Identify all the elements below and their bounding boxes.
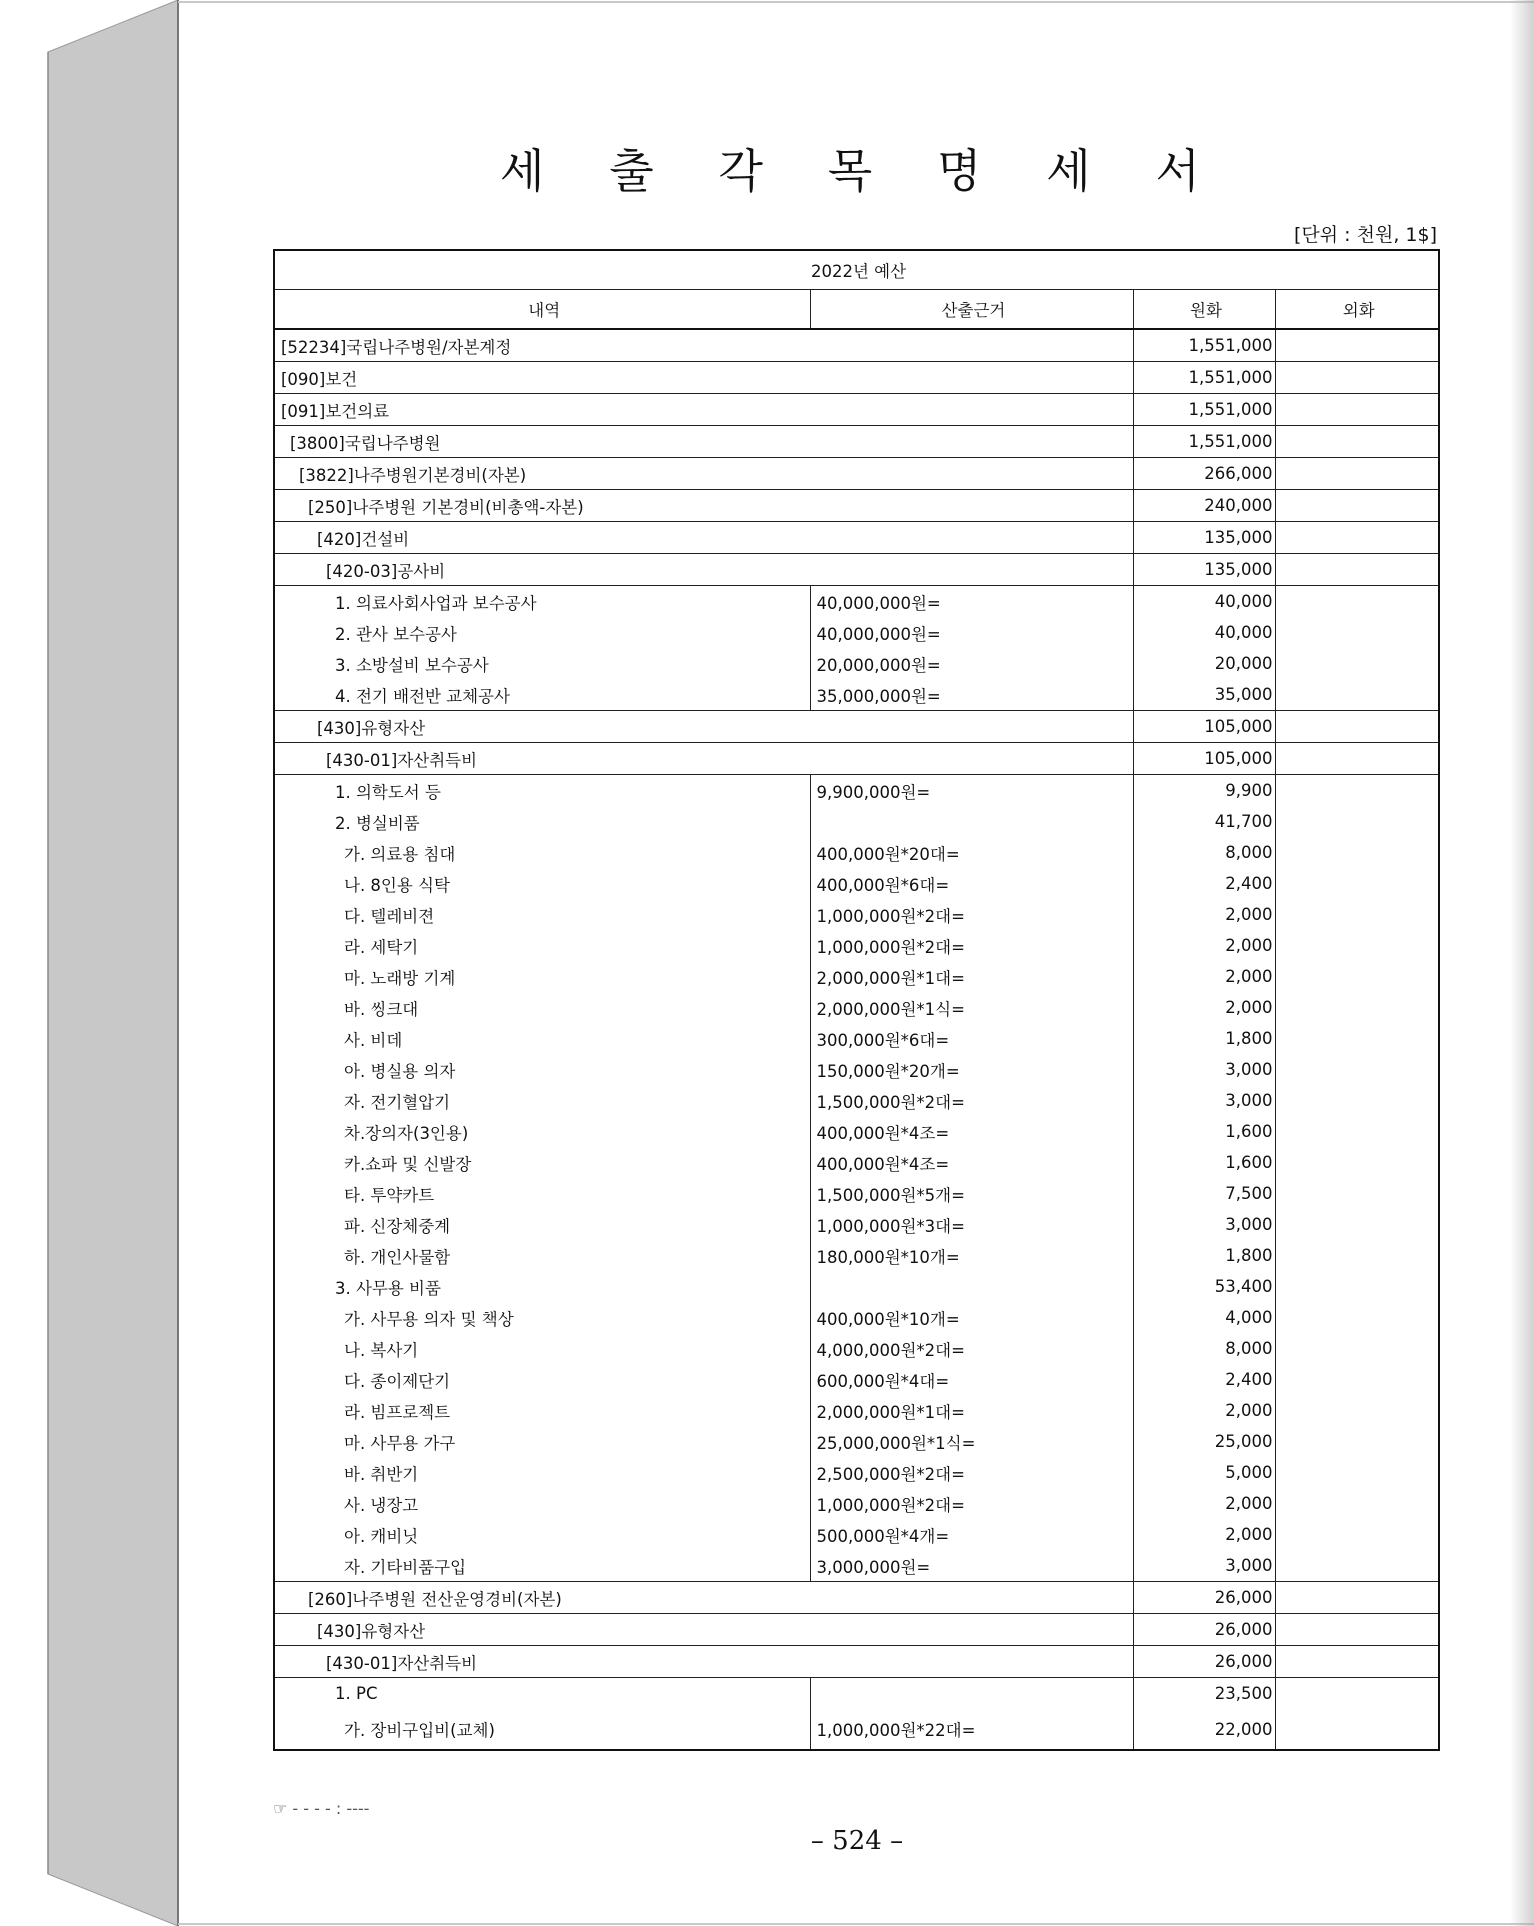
table-row (274, 868, 1439, 899)
row-krw-amount: 8,000 (1133, 837, 1275, 868)
row-item-label: [260]나주병원 전산운영경비(자본) (274, 1582, 1133, 1614)
row-basis: 180,000원*10개= (810, 1240, 1133, 1271)
budget-table (273, 249, 1440, 1751)
row-krw-amount: 105,000 (1133, 711, 1275, 743)
row-foreign-amount (1275, 617, 1439, 648)
table-row (274, 1178, 1439, 1209)
row-foreign-amount (1275, 1023, 1439, 1054)
row-basis: 400,000원*6대= (810, 868, 1133, 899)
row-foreign-amount (1275, 1550, 1439, 1582)
row-krw-amount: 35,000 (1133, 679, 1275, 711)
table-row (274, 679, 1439, 711)
table-row (274, 426, 1439, 458)
table-row (274, 1614, 1439, 1646)
row-item-label: 2. 관사 보수공사 (274, 617, 810, 648)
table-row (274, 1646, 1439, 1678)
table-row (274, 458, 1439, 490)
row-foreign-amount (1275, 458, 1439, 490)
row-item-label: 가. 의료용 침대 (274, 837, 810, 868)
row-basis: 400,000원*20대= (810, 837, 1133, 868)
row-foreign-amount (1275, 992, 1439, 1023)
table-row (274, 1302, 1439, 1333)
row-foreign-amount (1275, 961, 1439, 992)
row-item-label: [3822]나주병원기본경비(자본) (274, 458, 1133, 490)
row-basis: 3,000,000원= (810, 1550, 1133, 1582)
row-foreign-amount (1275, 1116, 1439, 1147)
row-basis: 300,000원*6대= (810, 1023, 1133, 1054)
table-row (274, 490, 1439, 522)
row-item-label: 가. 장비구입비(교체) (274, 1709, 810, 1750)
row-foreign-amount (1275, 490, 1439, 522)
row-krw-amount: 40,000 (1133, 617, 1275, 648)
row-foreign-amount (1275, 806, 1439, 837)
column-header-foreign: 외화 (1275, 290, 1439, 330)
row-foreign-amount (1275, 1646, 1439, 1678)
footnote: ☞ - - - - : ---- (273, 1799, 370, 1818)
title-char: 명 (937, 144, 982, 198)
title-char: 출 (609, 144, 654, 198)
table-body (274, 329, 1439, 1750)
row-basis: 25,000,000원*1식= (810, 1426, 1133, 1457)
table-row (274, 394, 1439, 426)
table-row (274, 522, 1439, 554)
row-foreign-amount (1275, 930, 1439, 961)
row-krw-amount: 1,551,000 (1133, 426, 1275, 458)
row-foreign-amount (1275, 329, 1439, 362)
title-char: 세 (1046, 144, 1091, 198)
table-row (274, 930, 1439, 961)
row-item-label: 아. 캐비닛 (274, 1519, 810, 1550)
row-basis (810, 1678, 1133, 1710)
column-header-item: 내역 (274, 290, 810, 330)
row-item-label: [420-03]공사비 (274, 554, 1133, 586)
row-item-label: 라. 세탁기 (274, 930, 810, 961)
row-krw-amount: 2,000 (1133, 961, 1275, 992)
row-foreign-amount (1275, 426, 1439, 458)
row-item-label: 바. 취반기 (274, 1457, 810, 1488)
row-krw-amount: 2,000 (1133, 899, 1275, 930)
table-row (274, 992, 1439, 1023)
column-header-basis: 산출근거 (810, 290, 1133, 330)
row-item-label: [430-01]자산취득비 (274, 1646, 1133, 1678)
row-krw-amount: 135,000 (1133, 522, 1275, 554)
table-row (274, 1488, 1439, 1519)
row-foreign-amount (1275, 679, 1439, 711)
row-krw-amount: 26,000 (1133, 1646, 1275, 1678)
row-basis: 500,000원*4개= (810, 1519, 1133, 1550)
row-foreign-amount (1275, 362, 1439, 394)
table-row (274, 1550, 1439, 1582)
table-row (274, 1333, 1439, 1364)
row-item-label: 나. 8인용 식탁 (274, 868, 810, 899)
table-row (274, 1023, 1439, 1054)
row-foreign-amount (1275, 1678, 1439, 1710)
row-krw-amount: 5,000 (1133, 1457, 1275, 1488)
row-basis: 4,000,000원*2대= (810, 1333, 1133, 1364)
row-basis: 9,900,000원= (810, 775, 1133, 807)
row-basis: 2,000,000원*1식= (810, 992, 1133, 1023)
row-item-label: 하. 개인사물함 (274, 1240, 810, 1271)
budget-table-wrapper (273, 249, 1438, 1751)
row-krw-amount: 2,000 (1133, 992, 1275, 1023)
row-foreign-amount (1275, 522, 1439, 554)
row-krw-amount: 8,000 (1133, 1333, 1275, 1364)
table-row (274, 1582, 1439, 1614)
row-foreign-amount (1275, 1614, 1439, 1646)
row-basis: 20,000,000원= (810, 648, 1133, 679)
row-foreign-amount (1275, 868, 1439, 899)
row-basis: 2,000,000원*1대= (810, 961, 1133, 992)
row-item-label: [091]보건의료 (274, 394, 1133, 426)
table-row (274, 1364, 1439, 1395)
row-basis: 40,000,000원= (810, 617, 1133, 648)
table-row (274, 362, 1439, 394)
table-row (274, 1426, 1439, 1457)
table-row (274, 961, 1439, 992)
row-krw-amount: 3,000 (1133, 1550, 1275, 1582)
row-krw-amount: 7,500 (1133, 1178, 1275, 1209)
row-foreign-amount (1275, 837, 1439, 868)
row-basis (810, 1271, 1133, 1302)
table-row (274, 775, 1439, 807)
row-krw-amount: 53,400 (1133, 1271, 1275, 1302)
row-item-label: 아. 병실용 의자 (274, 1054, 810, 1085)
row-item-label: 바. 씽크대 (274, 992, 810, 1023)
row-foreign-amount (1275, 1364, 1439, 1395)
table-row (274, 648, 1439, 679)
row-item-label: [420]건설비 (274, 522, 1133, 554)
row-item-label: 다. 종이제단기 (274, 1364, 810, 1395)
row-foreign-amount (1275, 1147, 1439, 1178)
row-foreign-amount (1275, 554, 1439, 586)
row-krw-amount: 266,000 (1133, 458, 1275, 490)
row-basis: 35,000,000원= (810, 679, 1133, 711)
row-foreign-amount (1275, 1582, 1439, 1614)
row-item-label: 자. 기타비품구입 (274, 1550, 810, 1582)
row-krw-amount: 26,000 (1133, 1582, 1275, 1614)
row-krw-amount: 26,000 (1133, 1614, 1275, 1646)
row-foreign-amount (1275, 1178, 1439, 1209)
row-krw-amount: 1,551,000 (1133, 329, 1275, 362)
row-krw-amount: 2,000 (1133, 930, 1275, 961)
row-foreign-amount (1275, 1302, 1439, 1333)
table-row (274, 1240, 1439, 1271)
row-item-label: 가. 사무용 의자 및 책상 (274, 1302, 810, 1333)
row-foreign-amount (1275, 586, 1439, 618)
row-item-label: [090]보건 (274, 362, 1133, 394)
row-krw-amount: 1,800 (1133, 1023, 1275, 1054)
row-foreign-amount (1275, 1426, 1439, 1457)
row-item-label: 자. 전기혈압기 (274, 1085, 810, 1116)
row-item-label: 다. 텔레비젼 (274, 899, 810, 930)
table-row (274, 1054, 1439, 1085)
row-krw-amount: 3,000 (1133, 1054, 1275, 1085)
row-basis: 1,500,000원*5개= (810, 1178, 1133, 1209)
table-row (274, 1271, 1439, 1302)
row-item-label: 2. 병실비품 (274, 806, 810, 837)
row-item-label: 카.쇼파 및 신발장 (274, 1147, 810, 1178)
table-row (274, 837, 1439, 868)
table-row (274, 1457, 1439, 1488)
row-krw-amount: 2,400 (1133, 868, 1275, 899)
table-row (274, 1116, 1439, 1147)
row-item-label: 타. 투약카트 (274, 1178, 810, 1209)
row-basis: 150,000원*20개= (810, 1054, 1133, 1085)
row-item-label: 나. 복사기 (274, 1333, 810, 1364)
title-char: 목 (827, 144, 873, 198)
row-item-label: 사. 냉장고 (274, 1488, 810, 1519)
row-foreign-amount (1275, 1519, 1439, 1550)
row-krw-amount: 1,551,000 (1133, 362, 1275, 394)
row-basis: 400,000원*10개= (810, 1302, 1133, 1333)
row-krw-amount: 4,000 (1133, 1302, 1275, 1333)
row-krw-amount: 40,000 (1133, 586, 1275, 618)
row-foreign-amount (1275, 1333, 1439, 1364)
row-krw-amount: 3,000 (1133, 1085, 1275, 1116)
row-krw-amount: 2,000 (1133, 1488, 1275, 1519)
row-basis: 1,000,000원*3대= (810, 1209, 1133, 1240)
row-item-label: [250]나주병원 기본경비(비총액-자본) (274, 490, 1133, 522)
row-krw-amount: 135,000 (1133, 554, 1275, 586)
table-row (274, 711, 1439, 743)
row-krw-amount: 41,700 (1133, 806, 1275, 837)
table-row (274, 1395, 1439, 1426)
row-basis: 1,000,000원*22대= (810, 1709, 1133, 1750)
row-krw-amount: 2,000 (1133, 1395, 1275, 1426)
row-krw-amount: 1,600 (1133, 1116, 1275, 1147)
row-krw-amount: 23,500 (1133, 1678, 1275, 1710)
unit-note: [단위 : 천원, 1$] (1294, 224, 1437, 246)
row-foreign-amount (1275, 648, 1439, 679)
row-item-label: 사. 비데 (274, 1023, 810, 1054)
table-row (274, 1209, 1439, 1240)
row-item-label: 1. 의학도서 등 (274, 775, 810, 807)
table-row (274, 617, 1439, 648)
row-item-label: 4. 전기 배전반 교체공사 (274, 679, 810, 711)
page-number: – 524 – (810, 1826, 904, 1856)
table-row (274, 1709, 1439, 1750)
row-foreign-amount (1275, 1395, 1439, 1426)
row-foreign-amount (1275, 775, 1439, 807)
row-krw-amount: 3,000 (1133, 1209, 1275, 1240)
row-basis: 600,000원*4대= (810, 1364, 1133, 1395)
title-char: 세 (500, 144, 545, 198)
row-krw-amount: 2,000 (1133, 1519, 1275, 1550)
row-foreign-amount (1275, 1457, 1439, 1488)
row-krw-amount: 1,800 (1133, 1240, 1275, 1271)
row-foreign-amount (1275, 899, 1439, 930)
row-basis: 40,000,000원= (810, 586, 1133, 618)
row-krw-amount: 240,000 (1133, 490, 1275, 522)
table-row (274, 1085, 1439, 1116)
row-item-label: 3. 사무용 비품 (274, 1271, 810, 1302)
row-item-label: 마. 노래방 기계 (274, 961, 810, 992)
row-item-label: 라. 빔프로젝트 (274, 1395, 810, 1426)
row-krw-amount: 1,551,000 (1133, 394, 1275, 426)
row-basis: 400,000원*4조= (810, 1147, 1133, 1178)
table-row (274, 743, 1439, 775)
row-foreign-amount (1275, 394, 1439, 426)
row-item-label: [3800]국립나주병원 (274, 426, 1133, 458)
row-foreign-amount (1275, 1709, 1439, 1750)
row-item-label: [430]유형자산 (274, 711, 1133, 743)
row-item-label: 마. 사무용 가구 (274, 1426, 810, 1457)
row-item-label: [430]유형자산 (274, 1614, 1133, 1646)
row-krw-amount: 20,000 (1133, 648, 1275, 679)
table-row (274, 1147, 1439, 1178)
row-basis: 1,000,000원*2대= (810, 1488, 1133, 1519)
table-row (274, 806, 1439, 837)
title-char: 서 (1155, 144, 1200, 198)
row-foreign-amount (1275, 1085, 1439, 1116)
row-basis: 1,000,000원*2대= (810, 930, 1133, 961)
title-char: 각 (718, 144, 763, 198)
row-foreign-amount (1275, 1054, 1439, 1085)
row-krw-amount: 2,400 (1133, 1364, 1275, 1395)
table-row (274, 329, 1439, 362)
page-edge-shadow (1510, 0, 1534, 1926)
row-krw-amount: 105,000 (1133, 743, 1275, 775)
row-item-label: 1. PC (274, 1678, 810, 1710)
table-row (274, 899, 1439, 930)
table-row (274, 1519, 1439, 1550)
year-header: 2022년 예산 (274, 250, 1439, 290)
row-basis: 2,000,000원*1대= (810, 1395, 1133, 1426)
column-header-krw: 원화 (1133, 290, 1275, 330)
row-foreign-amount (1275, 711, 1439, 743)
row-foreign-amount (1275, 1271, 1439, 1302)
row-item-label: [430-01]자산취득비 (274, 743, 1133, 775)
row-krw-amount: 22,000 (1133, 1709, 1275, 1750)
row-item-label: 3. 소방설비 보수공사 (274, 648, 810, 679)
table-row (274, 554, 1439, 586)
row-krw-amount: 25,000 (1133, 1426, 1275, 1457)
row-item-label: 차.장의자(3인용) (274, 1116, 810, 1147)
table-row (274, 586, 1439, 618)
row-foreign-amount (1275, 1488, 1439, 1519)
row-basis: 1,000,000원*2대= (810, 899, 1133, 930)
row-basis: 1,500,000원*2대= (810, 1085, 1133, 1116)
row-krw-amount: 9,900 (1133, 775, 1275, 807)
row-basis: 400,000원*4조= (810, 1116, 1133, 1147)
row-item-label: 파. 신장체중계 (274, 1209, 810, 1240)
row-basis (810, 806, 1133, 837)
row-item-label: 1. 의료사회사업과 보수공사 (274, 586, 810, 618)
document-title (500, 135, 1200, 201)
row-item-label: [52234]국립나주병원/자본계정 (274, 329, 1133, 362)
row-basis: 2,500,000원*2대= (810, 1457, 1133, 1488)
row-foreign-amount (1275, 1240, 1439, 1271)
table-row (274, 1678, 1439, 1710)
row-krw-amount: 1,600 (1133, 1147, 1275, 1178)
row-foreign-amount (1275, 1209, 1439, 1240)
row-foreign-amount (1275, 743, 1439, 775)
